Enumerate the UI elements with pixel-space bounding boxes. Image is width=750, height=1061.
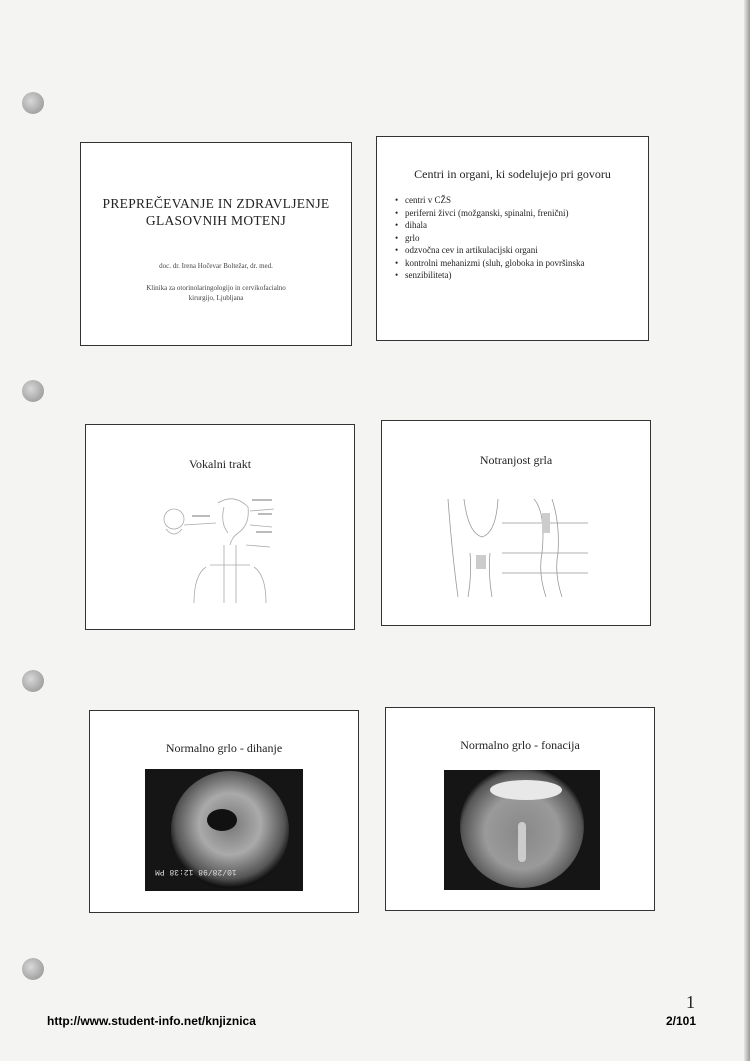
vocal-folds [518,822,526,862]
slide-author: doc. dr. Irena Hočevar Boltežar, dr. med. [159,262,273,270]
page-edge-shadow [744,0,750,1061]
endoscopy-photo [444,770,600,890]
punch-hole [22,670,44,692]
timestamp-overlay: 10/28/98 12:38 PM [155,867,237,876]
slide-heading: Centri in organi, ki sodelujejo pri govoru [414,167,611,181]
glottis [207,809,237,831]
vocal-tract-diagram [154,485,304,610]
list-item: • grlo [395,232,648,245]
epiglottis [490,780,562,800]
punch-hole [22,380,44,402]
slide-heading: Vokalni trakt [188,457,252,471]
larynx-diagram [442,493,592,603]
list-item: • odzvočna cev in artikulacijski organi [395,244,648,257]
slide-centers-organs [376,136,649,341]
slide-phonation [385,707,655,911]
slide-heading: Normalno grlo - fonacija [460,738,580,752]
list-item: • kontrolni mehanizmi (sluh, globoka in površinska [395,257,648,270]
punch-hole [22,92,44,114]
punch-hole [22,958,44,980]
slide-heading: Normalno grlo - dihanje [165,741,283,755]
list-item: • periferni živci (možganski, spinalni, frenični) [395,207,648,220]
list-item: • centri v CŽS [395,194,648,207]
slide-affiliation: Klinika za otorinolaringologijo in cervikofacialno kirurgijo, Ljubljana [146,284,286,302]
footer-page-count: 2/101 [666,1014,697,1028]
slide-heading: Notranjost grla [479,453,553,467]
bullet-list [395,194,648,282]
footer-url[interactable]: http://www.student-info.net/knjiznica [47,1014,256,1028]
slide-title [80,142,352,346]
slide-vocal-tract [85,424,355,630]
list-item-continuation: • senzibiliteta) [395,269,648,282]
page-number: 1 [686,992,695,1012]
slide-title-heading: PREPREČEVANJE IN ZDRAVLJENJE GLASOVNIH MOTENJ [102,196,330,228]
endoscopy-photo [145,769,303,891]
slide-breathing [89,710,359,913]
list-item: • dihala [395,219,648,232]
slide-larynx-interior [381,420,651,626]
